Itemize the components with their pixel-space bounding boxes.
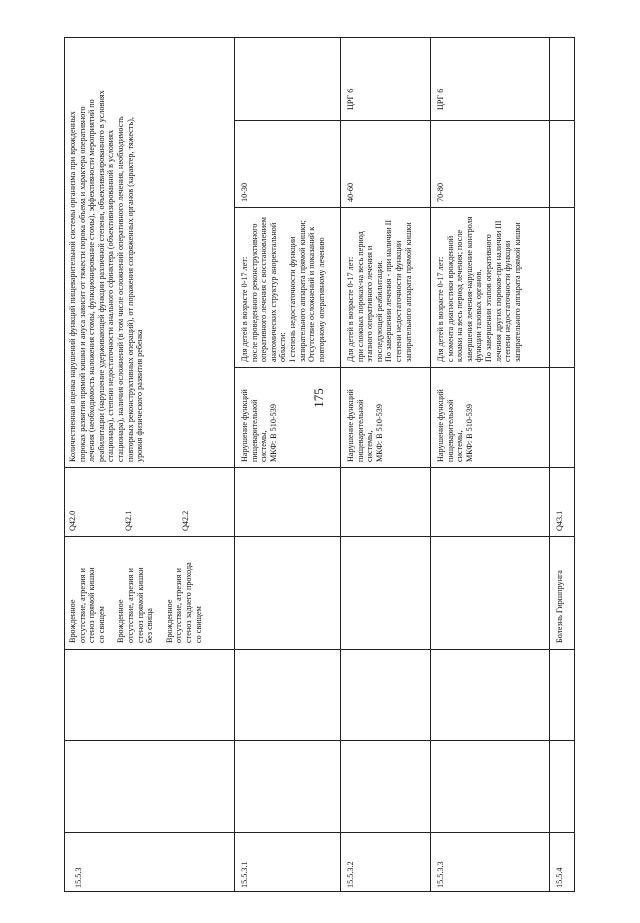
condition-line	[106, 562, 116, 643]
description-line: реабилитации (нарушение удерживающей функции различной степени, объективизированного в условиях	[96, 90, 106, 462]
condition-line: без свища	[145, 608, 155, 643]
text-line: системы,	[455, 430, 465, 462]
condition-line: отсутствие, атрезия и	[174, 568, 184, 643]
text-line: пищеварительной	[445, 399, 455, 462]
text-line: системы,	[365, 430, 375, 462]
text-line: последующей реабилитации.	[374, 260, 384, 362]
description-line: стационара), наличия осложнений (в том числе осложнений оперативного лечения, необходимость	[115, 116, 125, 462]
text-line: области:	[278, 332, 288, 362]
text-line: По завершении лечения - при наличии II	[384, 219, 394, 362]
description-line: лечения (необходимость наложения стомы, функционирование стомы), эффективности мероприятий по	[87, 99, 97, 462]
text-line: МКФ: В 510-539	[268, 404, 278, 462]
text-line: Нарушение функций	[436, 389, 445, 462]
text-line: Отсутствие осложнений и показаний к	[307, 226, 317, 362]
text-line: повторному оперативному лечению	[316, 237, 326, 362]
text-line: МКФ: В 510-539	[374, 404, 384, 462]
description-line: пороках развития прямой кишки и ануса зависит от тяжести порока объема и характера оперативного	[77, 106, 87, 462]
text-line: этапного оперативного лечения и	[365, 245, 375, 362]
text-line: анатомических структур аноректальной	[268, 222, 278, 362]
text-line: функции тазовых органов.	[474, 269, 484, 362]
text-line: Для детей в возрасте 0-17 лет:	[240, 256, 249, 362]
text-line: пищеварительной	[355, 399, 365, 462]
condition-line: Врожденное	[68, 599, 77, 643]
text-line: клоаки на весь период лечения; после	[455, 229, 465, 362]
text-line: системы,	[259, 430, 269, 462]
text-line: Нарушение функций	[240, 389, 249, 462]
text-line: МКФ: В 510-539	[464, 404, 474, 462]
text-line: По завершении этапов оперативного	[483, 234, 493, 362]
text-line: степени недостаточности функции	[393, 240, 403, 362]
condition-line	[155, 562, 165, 643]
text-line: Для детей в возрасте 0-17 лет:	[346, 256, 355, 362]
text-line: пищеварительной	[249, 399, 259, 462]
condition-line: отсутствие, атрезия и	[125, 568, 135, 643]
condition-line: Врожденное	[164, 599, 174, 643]
description-line: стационара), степени недостаточности анального сфинктера (объективизированной в условиях	[106, 129, 116, 462]
text-line: лечения других пороков-при наличии III	[493, 220, 503, 362]
text-line: при сложных пороках-на весь период	[355, 231, 365, 362]
description-line: повторных реконструктивных операций), от поражения сопряженных органов (характер, тяжесть),	[125, 117, 135, 462]
description-line: уровня физического развития ребенка	[135, 329, 145, 462]
text-line: Нарушение функций	[346, 389, 355, 462]
condition-line: стеноз прямой кишки	[87, 567, 97, 643]
text-line: завершения лечения-нарушение контроля	[464, 216, 474, 362]
text-line: степени недостаточности функции	[503, 240, 513, 362]
condition-line: со свищем	[96, 606, 106, 643]
text-line: Для детей в возрасте 0-17 лет:	[436, 256, 445, 362]
text-line: оперативного лечения с восстановлением	[259, 217, 269, 362]
text-line: I степень недостаточности функции	[287, 236, 297, 362]
description-line: Количественная оценка нарушений функций пищеварительной системы организма при врожденных	[68, 111, 77, 462]
text-line: после проведенного реконструктивного	[249, 223, 259, 362]
condition-line: со свищем	[193, 606, 203, 643]
condition-line: стеноз прямой кишки	[135, 567, 145, 643]
text-line: с момента диагностики врожденной	[445, 235, 455, 362]
condition-line: отсутствие, атрезия и	[77, 568, 87, 643]
condition-line: Врожденное	[116, 599, 126, 643]
text-line: запирательного аппарата прямой кишки;	[297, 220, 307, 362]
page-number: 175	[311, 388, 326, 408]
text-line: запирательного аппарата прямой кишки	[403, 222, 413, 362]
condition-line: стеноз заднего прохода	[183, 562, 193, 643]
text-line: запирательного аппарата прямой кишки	[512, 222, 522, 362]
